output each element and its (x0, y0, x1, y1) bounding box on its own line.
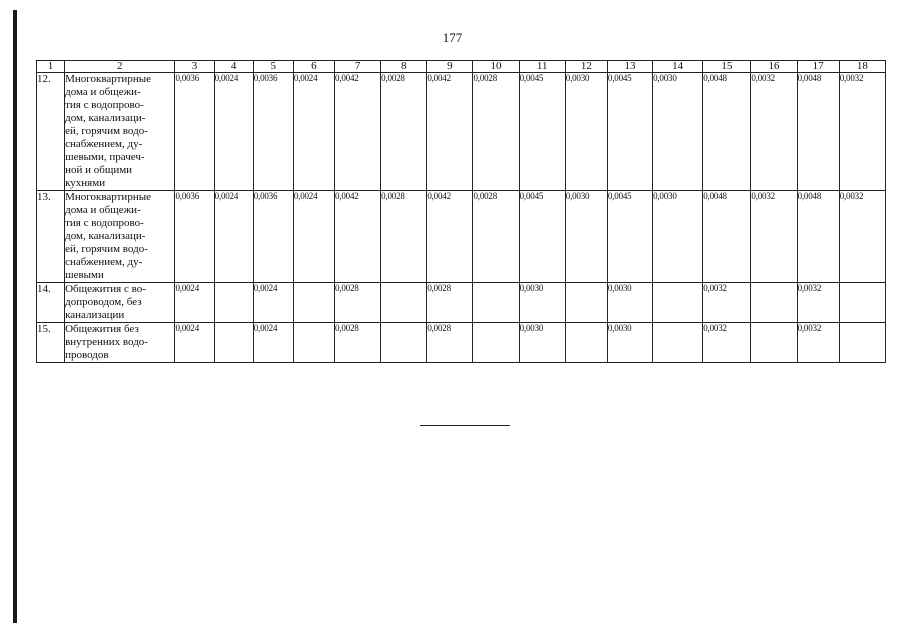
value-cell: 0,0048 (797, 191, 839, 283)
value-cell: 0,0028 (473, 73, 519, 191)
row-name (65, 283, 175, 323)
column-header: 8 (381, 61, 427, 73)
value-cell: 0,0032 (839, 73, 885, 191)
value-cell: 0,0024 (214, 73, 253, 191)
column-header: 7 (335, 61, 381, 73)
separator-rule (420, 425, 510, 426)
row-name-line: внутренних водо- (65, 336, 148, 348)
column-header: 18 (839, 61, 885, 73)
row-name-line: тия с водопрово- (65, 217, 144, 229)
row-name-line: шевыми (65, 269, 104, 281)
value-cell (293, 283, 334, 323)
value-cell: 0,0045 (607, 191, 652, 283)
row-name-line: канализации (65, 309, 125, 321)
value-cell: 0,0036 (175, 191, 214, 283)
value-cell: 0,0028 (427, 283, 473, 323)
row-name-line: дома и общежи- (65, 86, 141, 98)
row-name-line: кухнями (65, 177, 106, 189)
value-cell (473, 323, 519, 363)
value-cell: 0,0030 (607, 283, 652, 323)
value-cell: 0,0048 (797, 73, 839, 191)
value-cell: 0,0032 (797, 283, 839, 323)
value-cell (839, 283, 885, 323)
value-cell: 0,0045 (607, 73, 652, 191)
value-cell (751, 283, 797, 323)
row-name-line: Общежития с во- (65, 283, 146, 295)
value-cell: 0,0024 (214, 191, 253, 283)
value-cell (293, 323, 334, 363)
value-cell: 0,0030 (653, 73, 703, 191)
value-cell (381, 283, 427, 323)
value-cell: 0,0042 (427, 73, 473, 191)
column-header: 17 (797, 61, 839, 73)
table-row (37, 323, 886, 363)
value-cell: 0,0032 (703, 323, 751, 363)
value-cell: 0,0042 (427, 191, 473, 283)
column-header: 5 (253, 61, 293, 73)
row-name-line: Многоквартирные (65, 191, 151, 203)
row-name-line: Многоквартирные (65, 73, 151, 85)
row-name-line: ной и общими (65, 164, 133, 176)
value-cell: 0,0030 (519, 323, 565, 363)
value-cell (214, 283, 253, 323)
value-cell: 0,0030 (607, 323, 652, 363)
value-cell: 0,0028 (381, 191, 427, 283)
value-cell (751, 323, 797, 363)
value-cell: 0,0028 (335, 323, 381, 363)
margin-line (13, 10, 17, 623)
column-header: 10 (473, 61, 519, 73)
table-row (37, 191, 886, 283)
value-cell: 0,0030 (565, 191, 607, 283)
row-name-line: проводов (65, 349, 109, 361)
row-number: 12. (37, 73, 65, 191)
table-row (37, 283, 886, 323)
value-cell: 0,0032 (839, 191, 885, 283)
value-cell (653, 323, 703, 363)
row-number: 15. (37, 323, 65, 363)
row-name-line: шевыми, прачеч- (65, 151, 145, 163)
column-header: 1 (37, 61, 65, 73)
column-header: 16 (751, 61, 797, 73)
value-cell: 0,0036 (253, 73, 293, 191)
column-header: 3 (175, 61, 214, 73)
value-cell: 0,0028 (335, 283, 381, 323)
row-number: 13. (37, 191, 65, 283)
row-name-line: дом, канализаци- (65, 230, 146, 242)
table-row (37, 73, 886, 191)
value-cell: 0,0045 (519, 191, 565, 283)
value-cell: 0,0032 (751, 191, 797, 283)
row-name (65, 191, 175, 283)
value-cell: 0,0024 (175, 283, 214, 323)
row-name-line: ей, горячим водо- (65, 243, 148, 255)
value-cell: 0,0042 (335, 73, 381, 191)
value-cell: 0,0030 (565, 73, 607, 191)
row-name-line: ей, горячим водо- (65, 125, 148, 137)
value-cell (473, 283, 519, 323)
value-cell (565, 283, 607, 323)
value-cell: 0,0045 (519, 73, 565, 191)
column-header: 12 (565, 61, 607, 73)
value-cell: 0,0032 (797, 323, 839, 363)
column-header: 4 (214, 61, 253, 73)
value-cell: 0,0028 (473, 191, 519, 283)
value-cell: 0,0032 (751, 73, 797, 191)
row-number: 14. (37, 283, 65, 323)
row-name-line: Общежития без (65, 323, 139, 335)
value-cell: 0,0042 (335, 191, 381, 283)
column-header: 6 (293, 61, 334, 73)
row-name-line: снабжением, ду- (65, 256, 143, 268)
row-name (65, 323, 175, 363)
header-row (37, 61, 886, 73)
row-name-line: допроводом, без (65, 296, 142, 308)
row-name-line: дома и общежи- (65, 204, 141, 216)
value-cell (565, 323, 607, 363)
value-cell: 0,0036 (253, 191, 293, 283)
value-cell: 0,0024 (293, 191, 334, 283)
value-cell: 0,0048 (703, 191, 751, 283)
value-cell (653, 283, 703, 323)
value-cell: 0,0024 (253, 323, 293, 363)
column-header: 2 (65, 61, 175, 73)
table-body (37, 73, 886, 363)
value-cell: 0,0036 (175, 73, 214, 191)
column-header: 14 (653, 61, 703, 73)
value-cell (381, 323, 427, 363)
value-cell: 0,0030 (519, 283, 565, 323)
column-header: 13 (607, 61, 652, 73)
data-table (36, 60, 886, 363)
row-name (65, 73, 175, 191)
column-header: 11 (519, 61, 565, 73)
value-cell: 0,0048 (703, 73, 751, 191)
value-cell: 0,0030 (653, 191, 703, 283)
row-name-line: тия с водопрово- (65, 99, 144, 111)
table-header (37, 61, 886, 73)
value-cell: 0,0028 (381, 73, 427, 191)
value-cell: 0,0024 (175, 323, 214, 363)
column-header: 15 (703, 61, 751, 73)
row-name-line: дом, канализаци- (65, 112, 146, 124)
column-header: 9 (427, 61, 473, 73)
value-cell: 0,0028 (427, 323, 473, 363)
value-cell (214, 323, 253, 363)
row-name-line: снабжением, ду- (65, 138, 143, 150)
page-number: 177 (442, 30, 463, 45)
value-cell: 0,0032 (703, 283, 751, 323)
value-cell: 0,0024 (253, 283, 293, 323)
value-cell (839, 323, 885, 363)
value-cell: 0,0024 (293, 73, 334, 191)
